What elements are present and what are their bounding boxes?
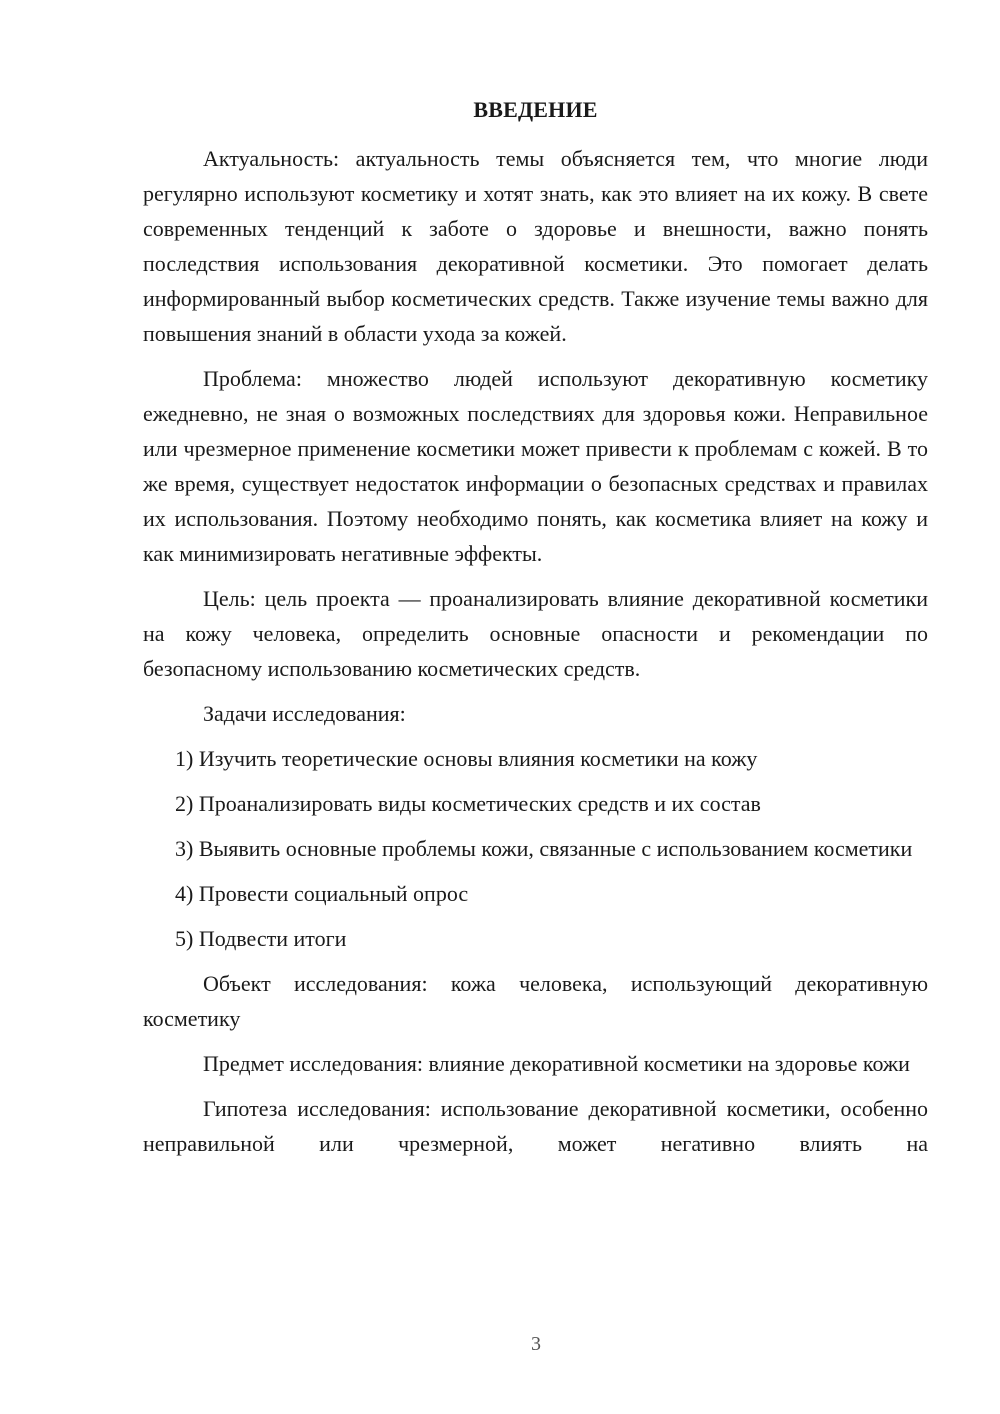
goal-paragraph: Цель: цель проекта — проанализировать влияние декоративной косметики на кожу человека, определить основные опасности и рекомендации по безопасному использованию косметических средств. (143, 586, 928, 681)
page-number: 3 (531, 1333, 541, 1355)
section-heading: ВВЕДЕНИЕ (473, 97, 598, 122)
subject-paragraph: Предмет исследования: влияние декоративной косметики на здоровье кожи (203, 1051, 910, 1076)
problem-paragraph: Проблема: множество людей используют декоративную косметику ежедневно, не зная о возможных последствиях для здоровья кожи. Неправильное или чрезмерное применение косметики может привести к проблемам с кожей. В то же время, существует недостаток информации о безопасных средствах и правилах их использования. Поэтому необходимо понять, как косметика влияет на кожу и как минимизировать негативные эффекты. (143, 366, 928, 566)
task-item: 4) Провести социальный опрос (175, 881, 469, 906)
task-item: 2) Проанализировать виды косметических средств и их состав (175, 791, 761, 816)
tasks-title: Задачи исследования: (203, 701, 406, 726)
task-item: 3) Выявить основные проблемы кожи, связанные с использованием косметики (175, 836, 913, 861)
object-paragraph: Объект исследования: кожа человека, использующий декоративную косметику (143, 971, 928, 1031)
hypothesis-paragraph: Гипотеза исследования: использование декоративной косметики, особенно неправильной или чрезмерной, может негативно влиять на (143, 1096, 928, 1156)
task-item: 5) Подвести итоги (175, 926, 347, 951)
task-item: 1) Изучить теоретические основы влияния косметики на кожу (175, 746, 758, 771)
document-page (143, 95, 928, 1161)
tasks-list (143, 741, 928, 956)
relevance-paragraph: Актуальность: актуальность темы объясняется тем, что многие люди регулярно используют косметику и хотят знать, как это влияет на их кожу. В свете современных тенденций к заботе о здоровье и внешности, важно понять последствия использования декоративной косметики. Это помогает делать информированный выбор косметических средств. Также изучение темы важно для повышения знаний в области ухода за кожей. (143, 146, 928, 346)
